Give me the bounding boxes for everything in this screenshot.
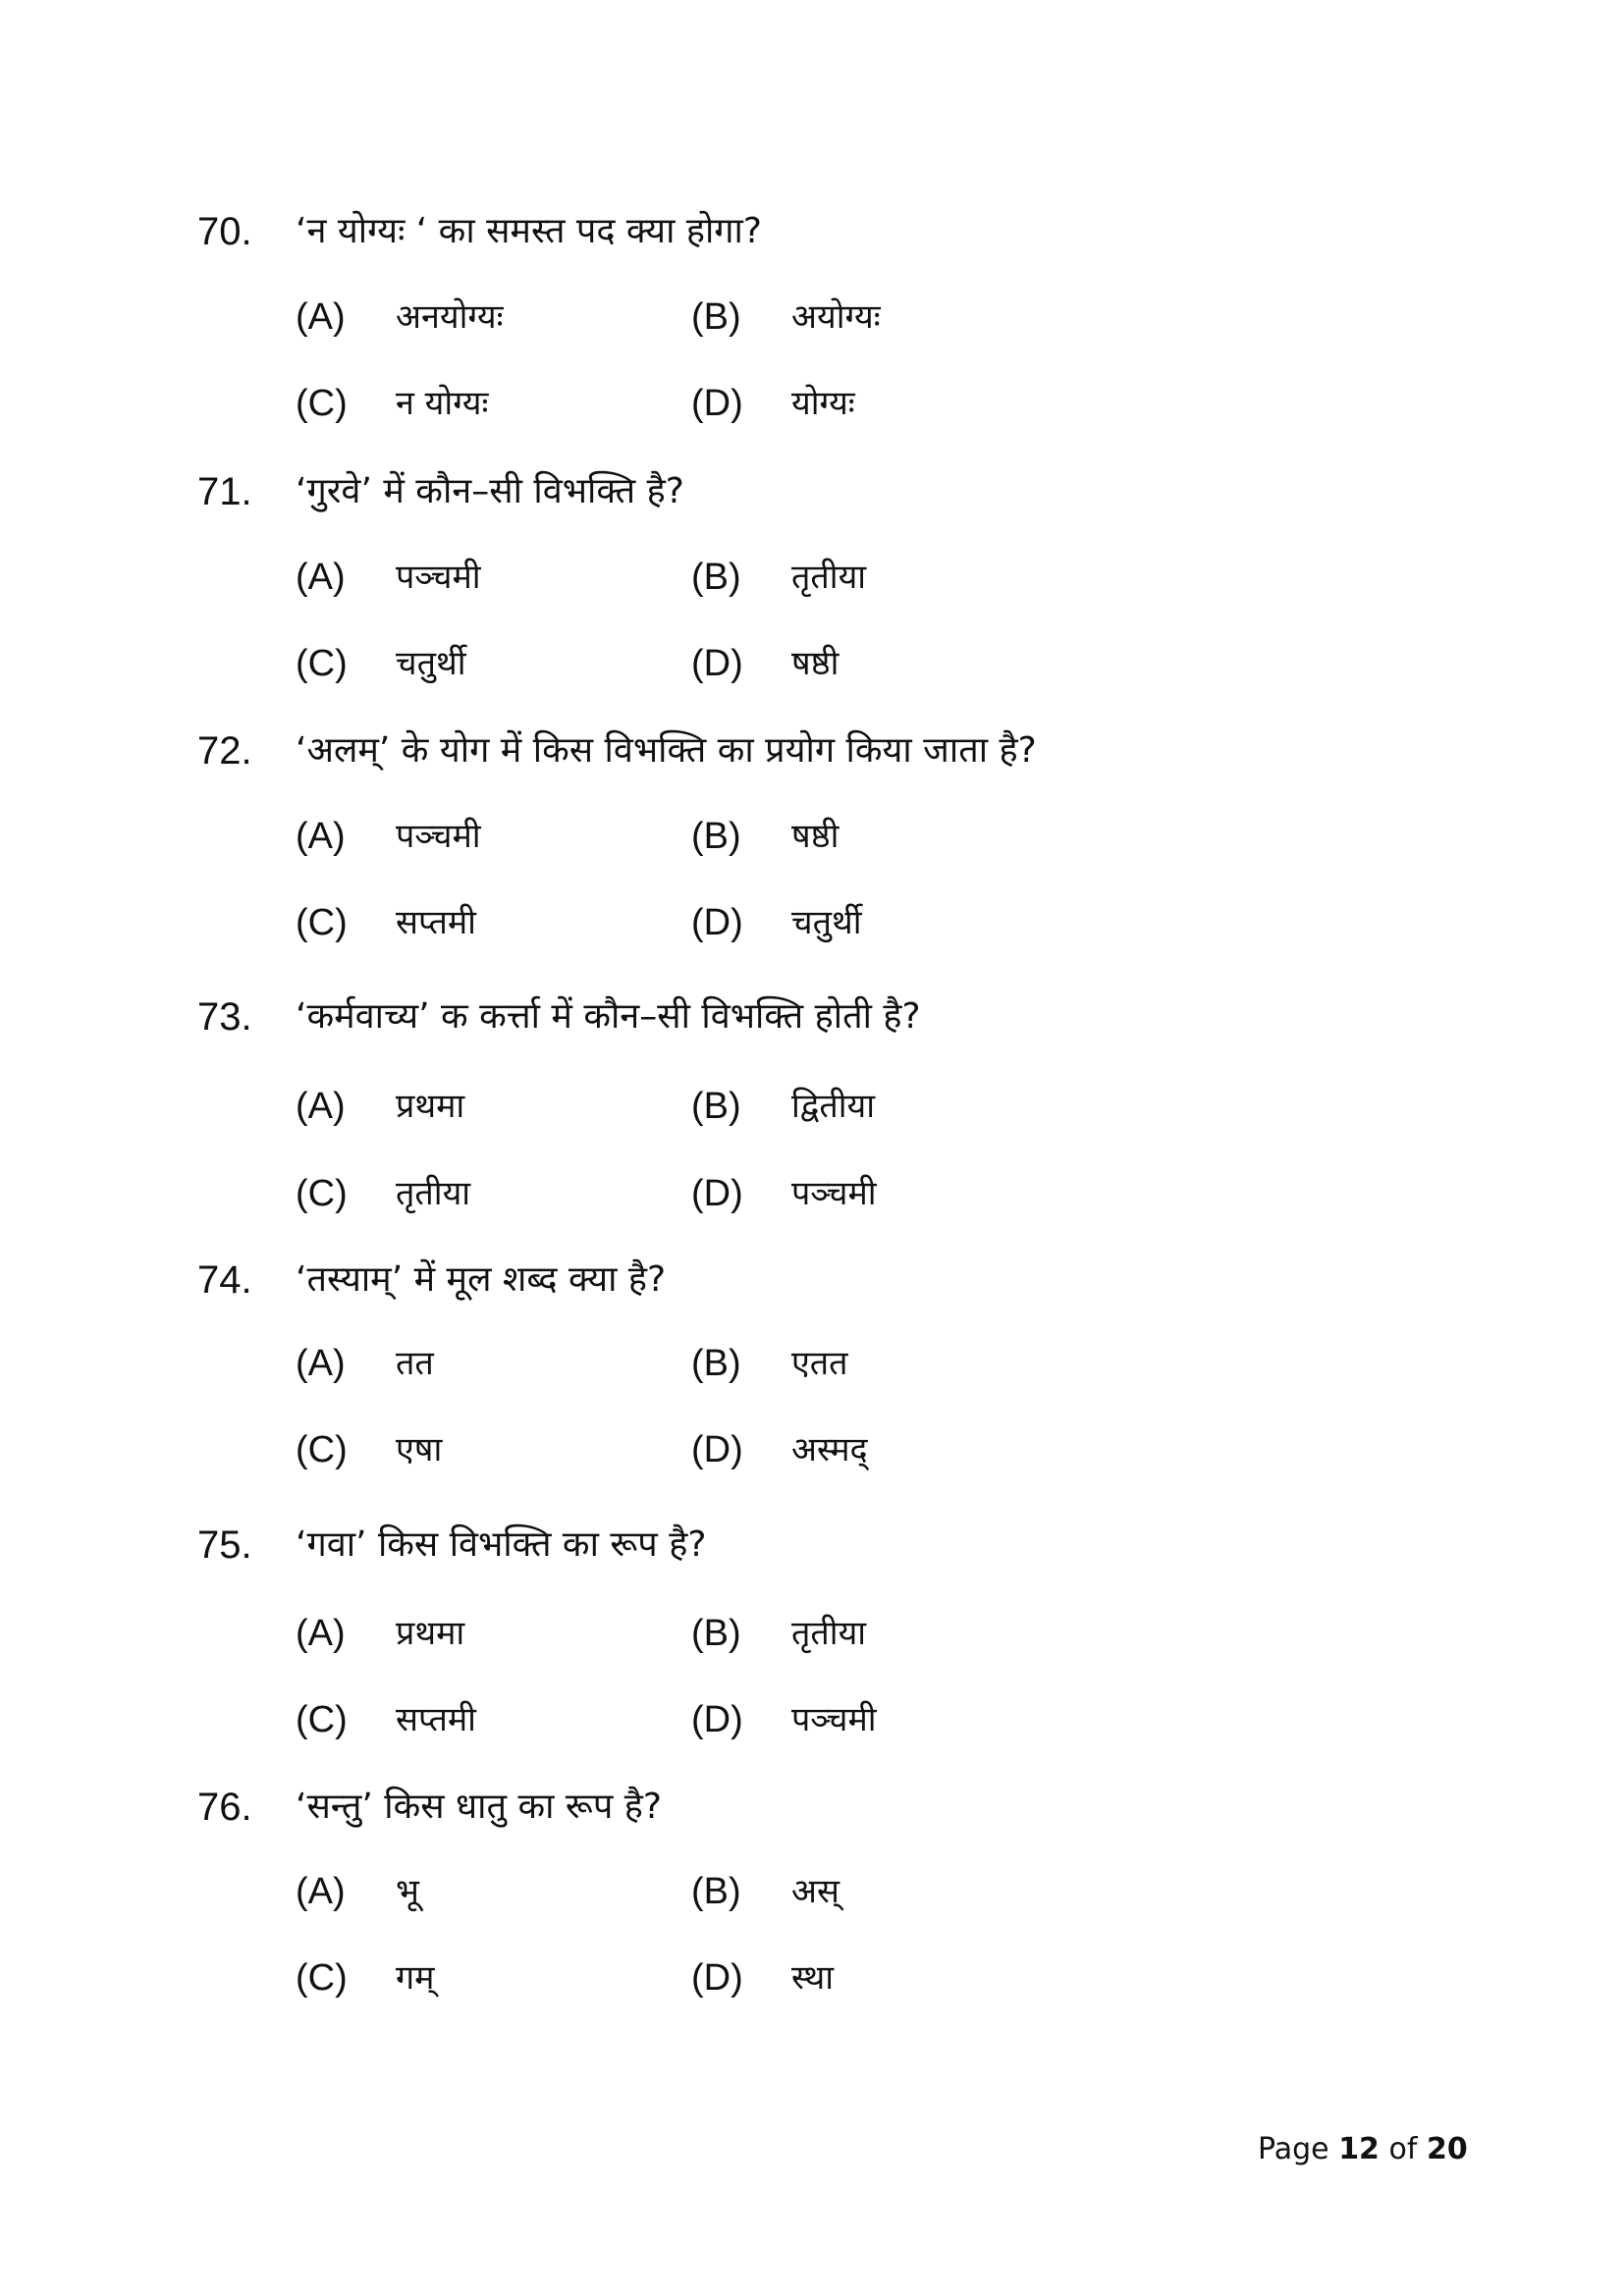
option-text: तृतीया [396, 1174, 471, 1213]
option-text: पञ्चमी [791, 1700, 877, 1739]
current-page-number: 12 [1338, 2132, 1380, 2166]
question-number: 76. [197, 1786, 252, 1829]
question-text: ‘सन्तु’ किस धातु का रूप है? [296, 1787, 662, 1827]
option-label: (B) [691, 1343, 741, 1384]
option-text: चतुर्थी [396, 644, 466, 683]
question-text: ‘तस्याम्’ में मूल शब्द क्या है? [296, 1259, 667, 1300]
option-text: अनयोग्यः [396, 297, 504, 337]
option-label: (C) [296, 643, 348, 684]
question-number: 74. [197, 1258, 252, 1302]
option-text: गम् [396, 1958, 435, 1998]
option-label: (B) [691, 1871, 741, 1912]
option-label: (D) [691, 383, 743, 424]
option-label: (C) [296, 1957, 348, 1999]
option-text: न योग्यः [396, 384, 489, 423]
option-label: (C) [296, 902, 348, 943]
option-label: (D) [691, 1429, 743, 1470]
page-footer [1258, 2132, 1468, 2167]
total-pages-number: 20 [1426, 2132, 1468, 2166]
option-text: अयोग्यः [791, 297, 881, 337]
question-text: ‘कर्मवाच्य’ क कर्त्ता में कौन–सी विभक्ति होती है? [296, 996, 921, 1037]
question-76 [0, 1784, 1624, 2047]
option-text: स्था [791, 1958, 835, 1998]
option-text: योग्यः [791, 384, 855, 423]
option-label: (D) [691, 1699, 743, 1740]
option-label: (C) [296, 383, 348, 424]
option-text: चतुर्थी [791, 903, 862, 942]
question-number: 71. [197, 470, 252, 513]
question-70 [0, 208, 1624, 471]
page-prefix: Page [1258, 2132, 1329, 2166]
option-text: प्रथमा [396, 1087, 465, 1126]
option-text: सप्तमी [396, 1700, 476, 1739]
question-text: ‘गुरवे’ में कौन–सी विभक्ति है? [296, 471, 684, 511]
question-75 [0, 1522, 1624, 1785]
question-text: ‘गवा’ किस विभक्ति का रूप है? [296, 1524, 707, 1565]
question-72 [0, 727, 1624, 990]
option-label: (C) [296, 1699, 348, 1740]
option-label: (B) [691, 1613, 741, 1654]
option-text: भू [396, 1872, 419, 1911]
option-label: (A) [296, 1613, 346, 1654]
option-text: पञ्चमी [396, 558, 481, 597]
option-label: (D) [691, 902, 743, 943]
option-label: (A) [296, 557, 346, 598]
option-text: षष्ठी [791, 644, 839, 683]
option-label: (D) [691, 1173, 743, 1214]
option-text: पञ्चमी [791, 1174, 877, 1213]
option-text: एषा [396, 1430, 443, 1469]
option-label: (D) [691, 1957, 743, 1999]
option-label: (D) [691, 643, 743, 684]
question-73 [0, 993, 1624, 1256]
option-text: अस् [791, 1872, 839, 1911]
question-number: 70. [197, 210, 252, 253]
option-label: (A) [296, 1871, 346, 1912]
question-71 [0, 468, 1624, 731]
question-number: 72. [197, 729, 252, 773]
option-label: (B) [691, 296, 741, 338]
question-text: ‘न योग्यः ‘ का समस्त पद क्या होगा? [296, 211, 762, 251]
option-label: (A) [296, 296, 346, 338]
option-text: पञ्चमी [396, 817, 481, 856]
question-number: 75. [197, 1523, 252, 1567]
question-74 [0, 1256, 1624, 1520]
option-label: (B) [691, 816, 741, 857]
option-text: द्वितीया [791, 1087, 876, 1126]
option-label: (A) [296, 1086, 346, 1127]
option-label: (C) [296, 1173, 348, 1214]
option-label: (A) [296, 1343, 346, 1384]
option-text: तृतीया [791, 1614, 867, 1653]
option-label: (B) [691, 557, 741, 598]
option-text: अस्मद् [791, 1430, 868, 1469]
page-of: of [1388, 2132, 1418, 2166]
option-text: प्रथमा [396, 1614, 465, 1653]
question-number: 73. [197, 995, 252, 1039]
option-label: (B) [691, 1086, 741, 1127]
option-text: षष्ठी [791, 817, 839, 856]
option-label: (A) [296, 816, 346, 857]
option-text: एतत [791, 1344, 848, 1383]
option-label: (C) [296, 1429, 348, 1470]
question-text: ‘अलम्’ के योग में किस विभक्ति का प्रयोग किया जाता है? [296, 730, 1037, 771]
option-text: तृतीया [791, 558, 867, 597]
option-text: सप्तमी [396, 903, 476, 942]
option-text: तत [396, 1344, 434, 1383]
